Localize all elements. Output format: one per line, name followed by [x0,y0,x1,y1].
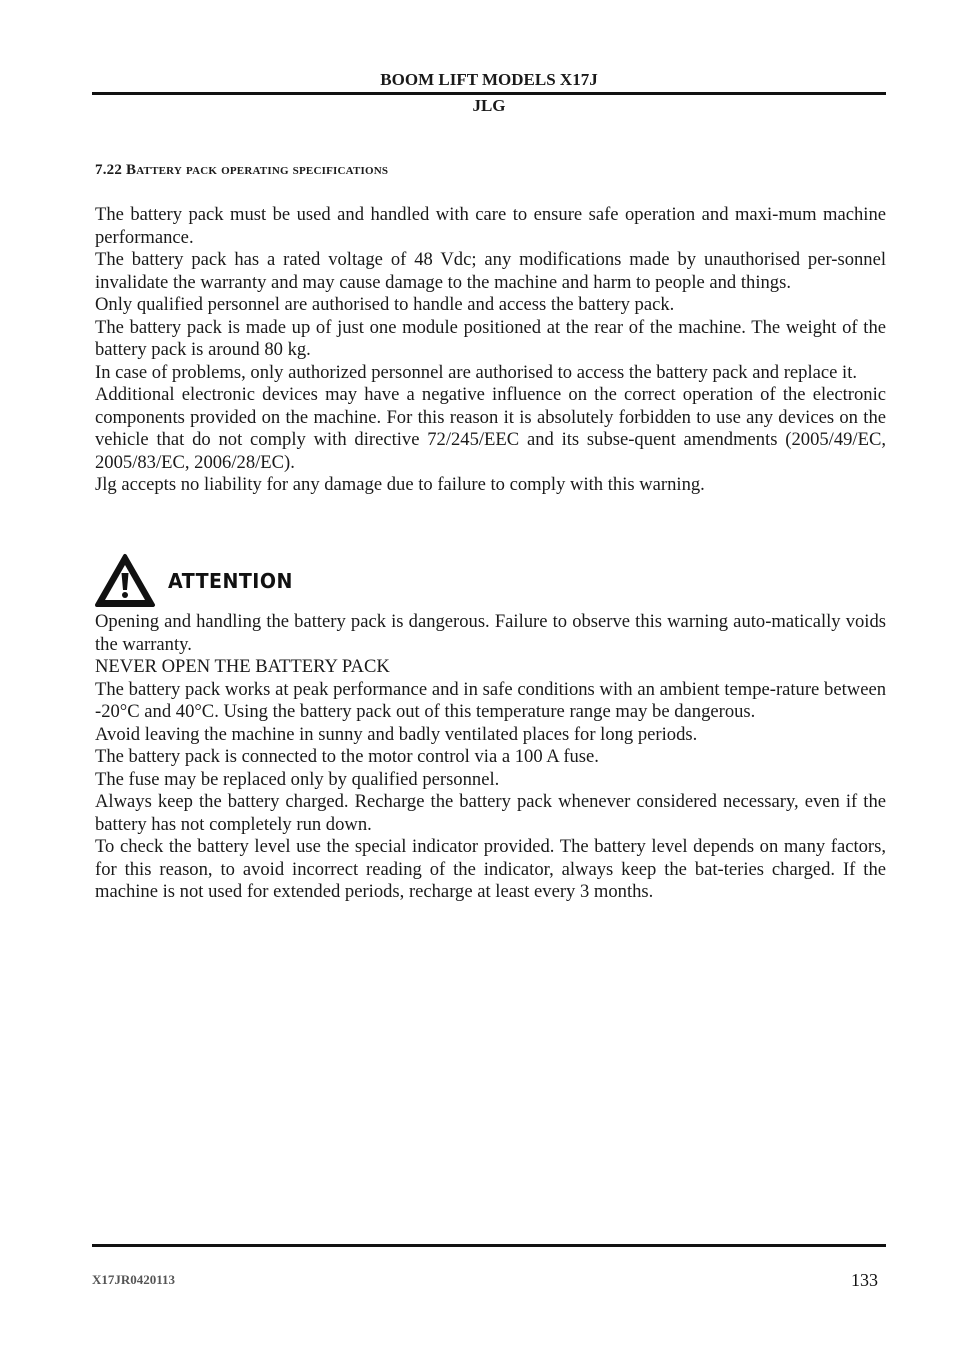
paragraph: Avoid leaving the machine in sunny and badly ventilated places for long periods. [95,723,698,745]
footer-rule [92,1244,886,1247]
warning-triangle-icon [94,553,156,609]
paragraph: The battery pack has a rated voltage of 48 Vdc; any modifications made by unauthorised per-sonnel invalidate the warranty and may cause damage to the machine and harm to people and things. [95,249,886,293]
paragraph: The fuse may be replaced only by qualified personnel. [95,768,500,790]
attention-label: ATTENTION [168,569,293,593]
attention-banner [94,553,299,609]
header-subtitle: JLG [472,96,506,115]
section-number: 7.22 [95,162,123,178]
paragraph: Always keep the battery charged. Recharge the battery pack whenever considered necessary, even if the battery has not completely run down. [95,791,886,835]
paragraph: The battery pack must be used and handled with care to ensure safe operation and maxi-mum machine performance. [95,204,886,248]
section-title-rest: attery pack operating specifications [136,162,389,178]
intro-text [95,204,886,497]
paragraph: The battery pack is connected to the motor control via a 100 A fuse. [95,746,599,767]
section-title-initial: B [126,162,137,178]
page-footer [92,1244,886,1290]
paragraph: NEVER OPEN THE BATTERY PACK [95,656,390,677]
paragraph: To check the battery level use the special indicator provided. The battery level depends on many factors, for this reason, to avoid incorrect reading of the indicator, always keep the bat-teries charged. If the machine is not used for extended periods, recharge at least every 3 months. [95,836,886,902]
paragraph: Additional electronic devices may have a negative influence on the correct operation of the electronic components provided on the machine. For this reason it is absolutely forbidden to use any devices on the vehicle that do not comply with directive 72/245/EEC and its subse-quent amendments (2005/49/EC, 2005/83/EC, 2006/28/EC). [95,384,886,473]
page-number: 133 [851,1270,878,1290]
document-code: X17JR0420113 [92,1272,176,1287]
page-header [92,68,886,117]
section-title [95,162,388,179]
paragraph: Only qualified personnel are authorised to handle and access the battery pack. [95,294,675,315]
header-title: BOOM LIFT MODELS X17J [380,70,598,89]
paragraph: The battery pack works at peak performance and in safe conditions with an ambient tempe-rature between -20°C and 40°C. Using the battery pack out of this temperature range may be dangerous. [95,678,886,722]
attention-text [95,611,886,904]
paragraph: Jlg accepts no liability for any damage due to failure to comply with this warning. [95,474,705,495]
paragraph: In case of problems, only authorized personnel are authorised to access the battery pack and replace it. [95,361,858,383]
paragraph: Opening and handling the battery pack is dangerous. Failure to observe this warning auto-matically voids the warranty. [95,611,886,655]
paragraph: The battery pack is made up of just one module positioned at the rear of the machine. The weight of the battery pack is around 80 kg. [95,316,886,360]
